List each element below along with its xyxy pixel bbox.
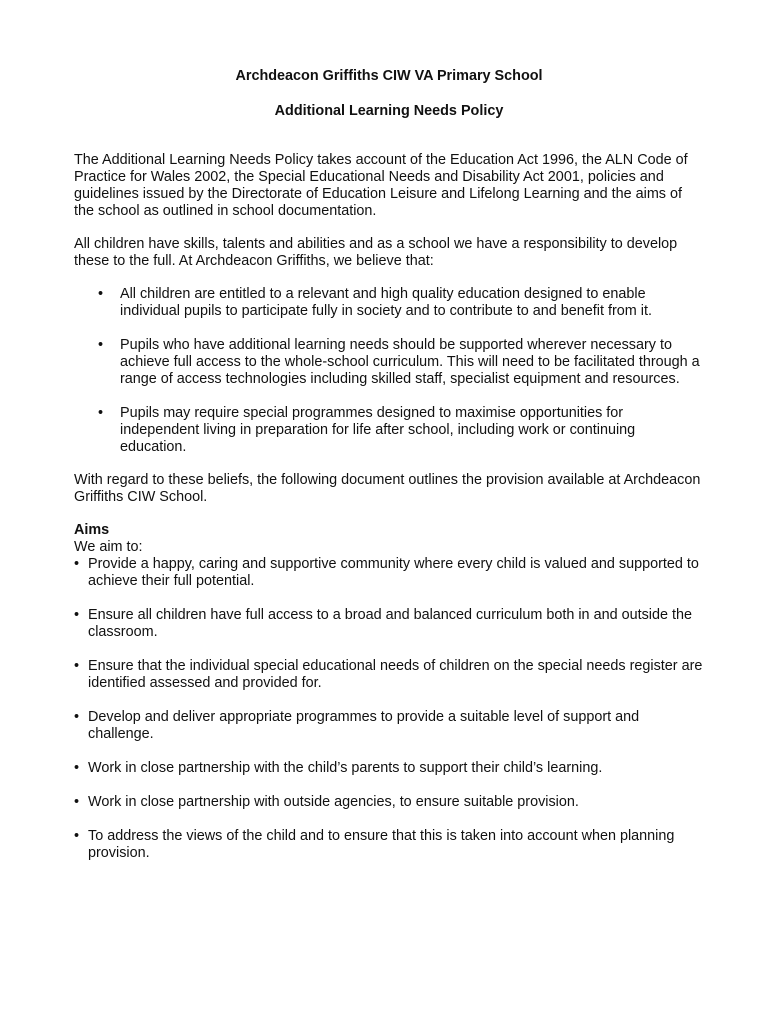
aims-list-item xyxy=(74,556,704,590)
bullet-icon: • xyxy=(74,607,80,623)
bullet-icon: • xyxy=(74,556,80,572)
bullet-icon: • xyxy=(98,286,104,302)
beliefs-list xyxy=(74,286,704,456)
beliefs-list-item xyxy=(74,337,704,388)
closing-paragraph: With regard to these beliefs, the following document outlines the provision available at Archdeacon Griffiths CIW School. xyxy=(74,472,701,505)
aim-text: Provide a happy, caring and supportive community where every child is valued and supported to achieve their full potential. xyxy=(88,556,699,589)
bullet-icon: • xyxy=(98,405,104,421)
school-name-heading: Archdeacon Griffiths CIW VA Primary School xyxy=(235,68,543,84)
aim-text: Develop and deliver appropriate programmes to provide a suitable level of support and challenge. xyxy=(88,709,640,742)
beliefs-intro-paragraph: All children have skills, talents and abilities and as a school we have a responsibility to develop these to the full. At Archdeacon Griffiths, we believe that: xyxy=(74,236,678,269)
aims-list xyxy=(74,556,704,862)
bullet-icon: • xyxy=(74,828,80,844)
aim-text: Work in close partnership with the child’s parents to support their child’s learning. xyxy=(88,760,603,776)
aims-list-item xyxy=(74,658,704,692)
aims-heading: Aims xyxy=(74,522,110,538)
belief-text: All children are entitled to a relevant and high quality education designed to enable individual pupils to participate fully in society and to contribute to and benefit from it. xyxy=(120,286,652,319)
document-body xyxy=(74,68,704,879)
bullet-icon: • xyxy=(98,337,104,353)
aim-text: To address the views of the child and to ensure that this is taken into account when planning provision. xyxy=(88,828,675,861)
intro-paragraph: The Additional Learning Needs Policy takes account of the Education Act 1996, the ALN Code of Practice for Wales 2002, the Special Educational Needs and Disability Act 2001, policies and guidelines issued by the Directorate of Education Leisure and Lifelong Learning and the aims of the school as outlined in school documentation. xyxy=(74,152,688,219)
bullet-icon: • xyxy=(74,760,80,776)
aim-text: Work in close partnership with outside agencies, to ensure suitable provision. xyxy=(88,794,579,810)
aims-list-item xyxy=(74,760,704,777)
aim-text: Ensure that the individual special educational needs of children on the special needs register are identified assessed and provided for. xyxy=(88,658,703,691)
aims-list-item xyxy=(74,607,704,641)
bullet-icon: • xyxy=(74,658,80,674)
aim-text: Ensure all children have full access to a broad and balanced curriculum both in and outside the classroom. xyxy=(88,607,692,640)
bullet-icon: • xyxy=(74,794,80,810)
aims-list-item xyxy=(74,709,704,743)
bullet-icon: • xyxy=(74,709,80,725)
belief-text: Pupils who have additional learning needs should be supported wherever necessary to achieve full access to the whole-school curriculum. This will need to be facilitated through a range of access technologies including skilled staff, specialist equipment and resources. xyxy=(120,337,700,387)
policy-title-heading: Additional Learning Needs Policy xyxy=(274,103,504,119)
aims-intro: We aim to: xyxy=(74,539,143,555)
aims-list-item xyxy=(74,828,704,862)
aims-list-item xyxy=(74,794,704,811)
beliefs-list-item xyxy=(74,405,704,456)
beliefs-list-item xyxy=(74,286,704,320)
belief-text: Pupils may require special programmes designed to maximise opportunities for independent living in preparation for life after school, including work or continuing education. xyxy=(120,405,636,455)
